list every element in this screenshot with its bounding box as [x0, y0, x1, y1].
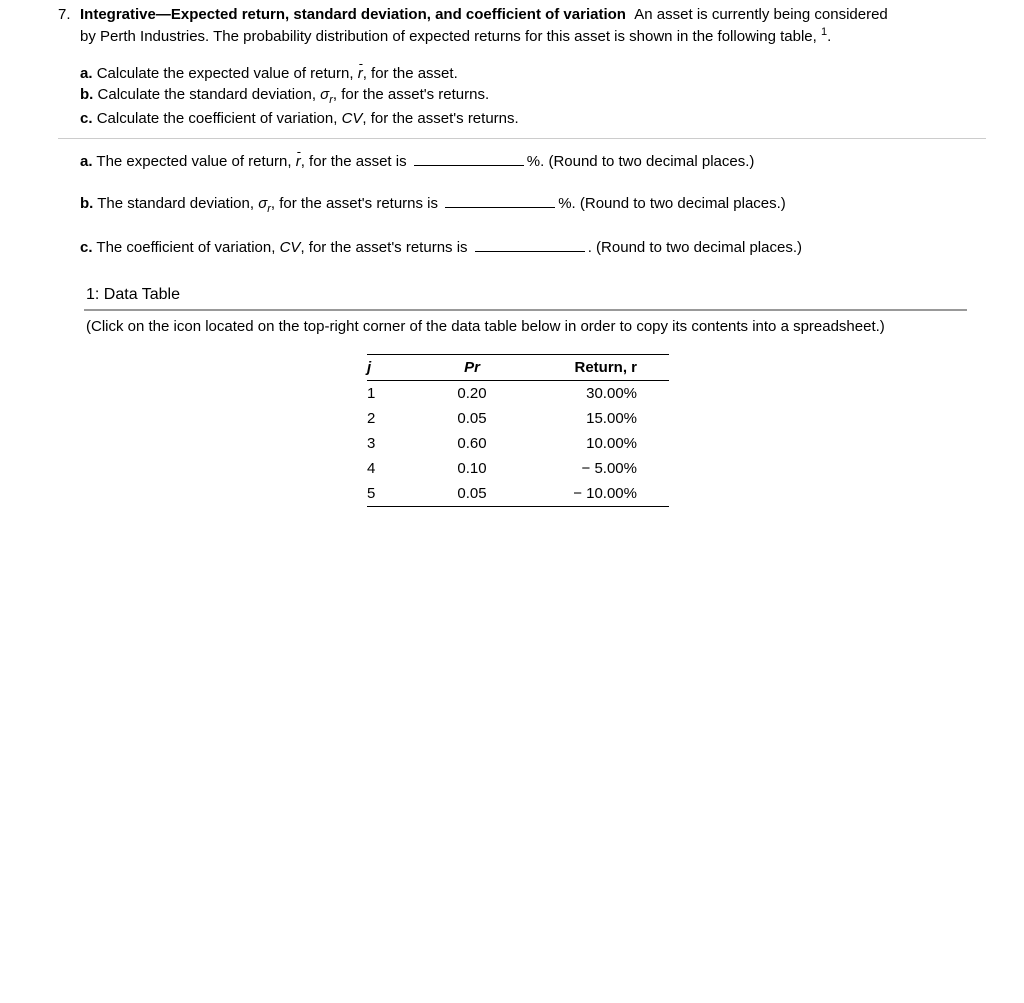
header-j — [367, 355, 427, 381]
cell-j: 3 — [367, 435, 376, 452]
cell-j: 2 — [367, 410, 376, 427]
cv-symbol: CV — [341, 110, 363, 127]
answer-hint: . (Round to two decimal places.) — [587, 239, 802, 256]
cv-input[interactable] — [475, 237, 585, 252]
answer-a — [80, 151, 754, 170]
data-table-divider — [84, 309, 967, 311]
intro-line2 — [80, 26, 831, 45]
cell-pr: 0.05 — [457, 485, 487, 502]
cell-pr: 0.05 — [457, 410, 487, 427]
cell-j: 1 — [367, 385, 376, 402]
data-table-title: 1: Data Table — [86, 286, 180, 303]
cell-pr: 0.20 — [457, 385, 487, 402]
answer-text: , for the asset's returns is — [270, 195, 439, 212]
expected-return-input[interactable] — [414, 151, 524, 166]
std-dev-input[interactable] — [445, 193, 555, 208]
answer-text: The coefficient of variation, — [96, 239, 276, 256]
task-text: Calculate the expected value of return, — [96, 65, 354, 82]
answer-text: , for the asset is — [300, 153, 407, 170]
cell-j: 5 — [367, 485, 376, 502]
header-j-text: j — [367, 359, 372, 376]
header-pr — [427, 355, 517, 381]
task-letter: c. — [80, 110, 93, 127]
task-c — [80, 110, 519, 127]
answer-letter: c. — [80, 239, 93, 256]
footnote-ref[interactable]: 1 — [820, 26, 828, 38]
sigma-subscript: r — [267, 203, 271, 215]
answer-hint: %. (Round to two decimal places.) — [526, 153, 755, 170]
answer-text: The expected value of return, — [96, 153, 292, 170]
sigma-symbol: σ — [320, 86, 330, 103]
cv-symbol: CV — [279, 239, 301, 256]
data-table-instruction: (Click on the icon located on the top-right corner of the data table below in order to copy its contents into a spreadsheet.) — [86, 318, 885, 335]
cell-return: 15.00% — [586, 410, 637, 427]
table-row — [367, 381, 669, 407]
header-return: Return, r — [574, 359, 637, 376]
cell-return: − 10.00% — [573, 485, 637, 502]
cell-return: 10.00% — [586, 435, 637, 452]
answer-letter: a. — [80, 153, 93, 170]
task-text: , for the asset. — [362, 65, 458, 82]
probability-table — [367, 354, 669, 507]
table-row — [367, 406, 669, 431]
cell-pr: 0.10 — [457, 460, 487, 477]
task-letter: b. — [80, 86, 94, 103]
cell-return: − 5.00% — [581, 460, 637, 477]
task-letter: a. — [80, 65, 93, 82]
task-a — [80, 65, 458, 82]
task-text: Calculate the coefficient of variation, — [96, 110, 338, 127]
answer-b — [80, 193, 786, 215]
task-text: , for the asset's returns. — [362, 110, 519, 127]
task-text: Calculate the standard deviation, — [97, 86, 316, 103]
answer-hint: %. (Round to two decimal places.) — [558, 195, 786, 212]
table-row — [367, 481, 669, 507]
task-b — [80, 86, 489, 106]
question-number: 7. — [58, 6, 71, 23]
header-pr-text: Pr — [464, 359, 480, 376]
table-row — [367, 431, 669, 456]
answer-text: , for the asset's returns is — [300, 239, 468, 256]
answer-text: The standard deviation, — [97, 195, 255, 212]
sigma-symbol: σ — [258, 195, 268, 212]
sigma-subscript: r — [329, 94, 333, 106]
answer-c — [80, 237, 802, 256]
question-title: Integrative—Expected return, standard deviation, and coefficient of variation — [80, 6, 626, 23]
intro-text: by Perth Industries. The probability distribution of expected returns for this asset is shown in the following table, — [80, 28, 817, 45]
table-header-row — [367, 355, 669, 381]
cell-pr: 0.60 — [457, 435, 487, 452]
answer-letter: b. — [80, 195, 94, 212]
intro-line1: An asset is currently being considered — [634, 6, 888, 23]
divider — [58, 138, 986, 139]
cell-j: 4 — [367, 460, 376, 477]
cell-return: 30.00% — [586, 385, 637, 402]
period: . — [827, 28, 832, 45]
r-bar-symbol: - r — [296, 153, 301, 170]
question-header — [80, 6, 888, 23]
table-row — [367, 456, 669, 481]
task-text: , for the asset's returns. — [332, 86, 490, 103]
r-bar-symbol: - r — [358, 65, 363, 82]
